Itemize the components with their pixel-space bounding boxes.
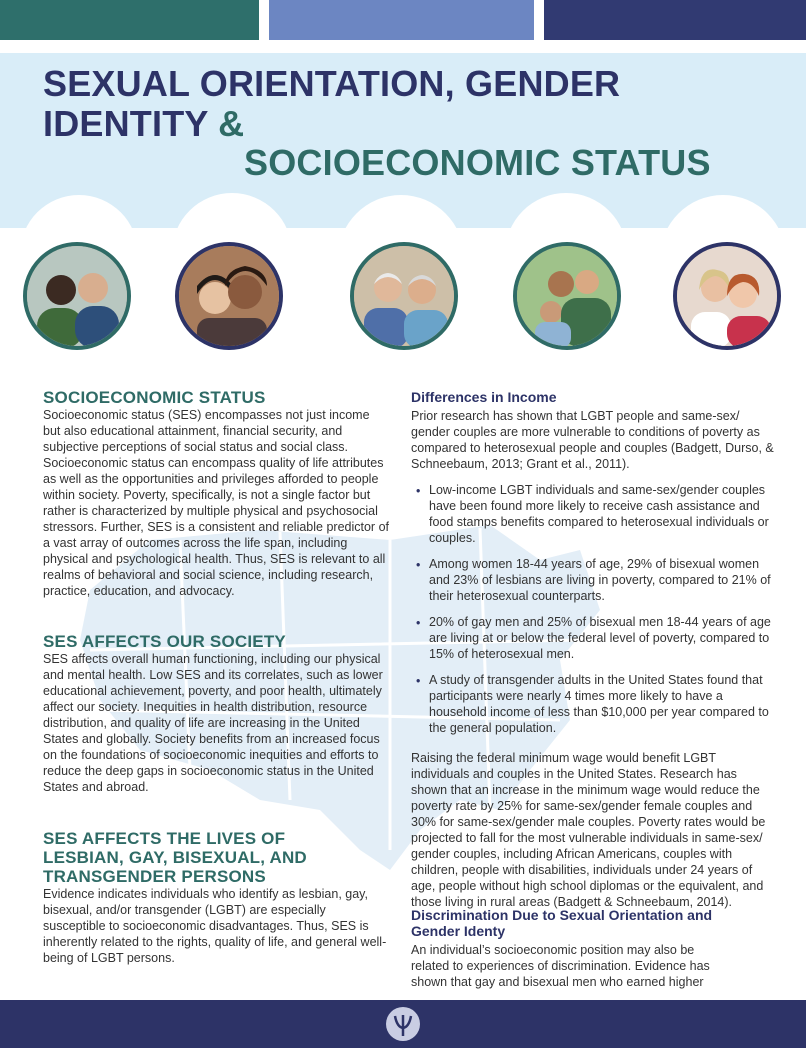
section-title-ses: SOCIOECONOMIC STATUS [43,388,266,407]
right-section-discrimination [411,907,776,990]
bullet-icon: • [416,484,421,498]
title-identity: IDENTITY [43,103,208,144]
section-title-lgbt: SES AFFECTS THE LIVES OF LESBIAN, GAY, BISEXUAL, AND TRANSGENDER PERSONS [43,829,307,886]
photo-older-men [350,242,458,350]
list-item [411,672,776,736]
income-bullet-list [411,482,776,736]
section-text-ses: Socioeconomic status (SES) encompasses not just income but also educational attainment, financial security, and subjective perceptions of social status and social class. Socioeconomic status can encompass quality of life attributes as well as the opportunities and privileges afforded to people within society. Poverty, specifically, is not a single factor but rather is characterized by multiple physical and psychosocial stressors. Further, SES is a consistent and reliable predictor of a vast array of outcomes across the life span, including physical and psychological health. Thus, SES is relevant to all realms of behavioral and social science, including research, practice, education, and advocacy. [43,408,389,598]
left-section-lgbt [43,829,390,966]
bullet-text: A study of transgender adults in the United States found that participants were nearly 4 times more likely to have a household income of less than $10,000 per year compared to the general population. [429,673,769,735]
top-bar-teal [0,0,259,40]
bullet-text: 20% of gay men and 25% of bisexual men 18-44 years of age are living at or below the federal level of poverty, compared to 15% of heterosexual men. [429,615,771,661]
list-item [411,556,776,604]
bullet-icon: • [416,674,421,688]
minimum-wage-text: Raising the federal minimum wage would benefit LGBT individuals and couples in the United States. Research has shown that an increase in the minimum wage would reduce the poverty rate by 25% for same-sex/gender female couples and 30% for same-sex/gender male couples. Poverty rates would be projected to fall for the most vulnerable individuals in same-sex/ gender couples, including African Americans, couples with children, people with disabilities, individuals under 24 years of age, people without high school diplomas or the equivalent, and those living in rural areas (Badgett & Schneebaum, 2014). [411,751,766,909]
page-title-line1: SEXUAL ORIENTATION, GENDER [43,63,621,104]
section-text-society: SES affects overall human functioning, including our physical and mental health. Low SES and its correlates, such as lower educational achievement, poverty, and poor health, ultimately affect our society. Inequities in health distribution, resource distribution, and quality of life are increasing in the United States and globally. Society benefits from an increased focus on the foundations of socioeconomic inequities and efforts to reduce the deep gaps in socioeconomic status in the United States and abroad. [43,652,383,794]
bullet-text: Among women 18-44 years of age, 29% of bisexual women and 23% of lesbians are living in poverty, compared to 21% of their heterosexual counterparts. [429,557,771,603]
photo-two-men [23,242,131,350]
left-section-society [43,632,390,795]
left-section-ses [43,388,390,599]
list-item [411,614,776,662]
subsection-title-discrimination: Discrimination Due to Sexual Orientation and Gender Identy [411,907,713,939]
photo-family [513,242,621,350]
photo-women-laughing [673,242,781,350]
page-title-line2 [43,104,244,144]
top-bar-navy [544,0,806,40]
top-bar-blue [269,0,534,40]
photo-two-women [175,242,283,350]
bullet-icon: • [416,616,421,630]
apa-logo-icon [386,1007,420,1041]
income-intro: Prior research has shown that LGBT people and same-sex/ gender couples are more vulnerable to conditions of poverty as compared to heterosexual people and couples (Badgett, Durso, & Schneebaum, 2013; Grant et al., 2011). [411,409,774,471]
subsection-title-income: Differences in Income [411,389,557,405]
section-title-society: SES AFFECTS OUR SOCIETY [43,632,286,651]
bullet-text: Low-income LGBT individuals and same-sex/gender couples have been found more likely to receive cash assistance and food stamps benefits compared to heterosexual individuals or couples. [429,483,769,545]
list-item [411,482,776,546]
section-text-lgbt: Evidence indicates individuals who identify as lesbian, gay, bisexual, and/or transgender (LGBT) are especially susceptible to socioeconomic disadvantages. Thus, SES is inherently related to the rights, quality of life, and general well-being of LGBT persons. [43,887,387,965]
discrimination-text: An individual’s socioeconomic position may also be related to experiences of discrimination. Evidence has shown that gay and bisexual men who earned higher [411,943,710,989]
title-ampersand: & [218,103,245,144]
page-title-line3: SOCIOECONOMIC STATUS [244,142,711,183]
bullet-icon: • [416,558,421,572]
right-section-income [411,389,776,910]
